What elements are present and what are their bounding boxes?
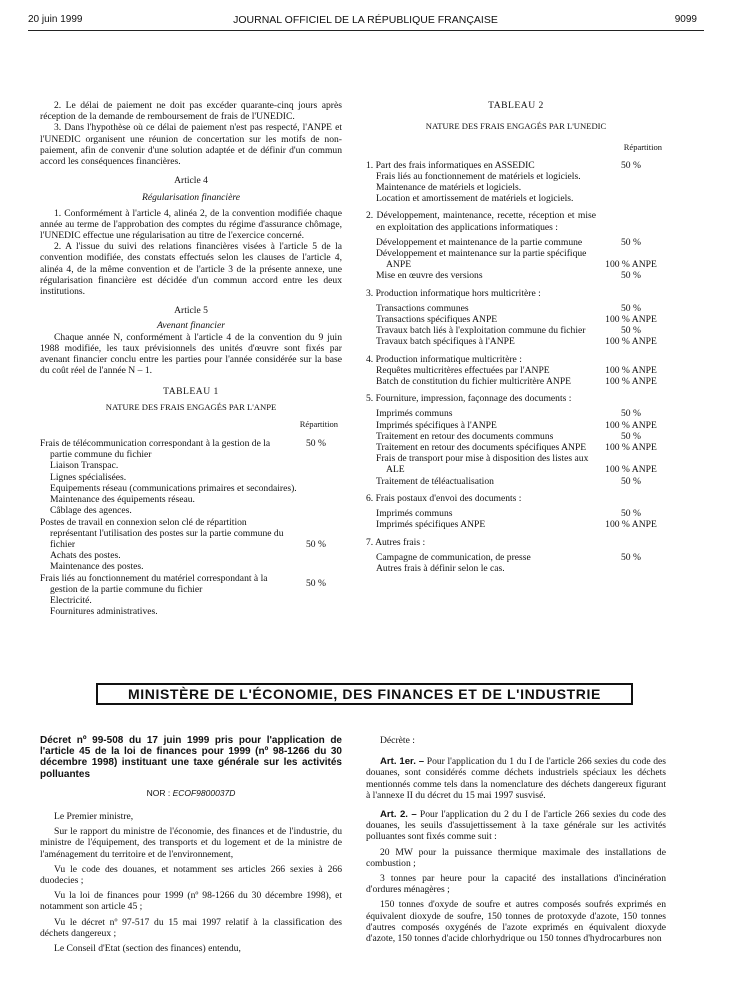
row-value: 100 % ANPE (605, 442, 657, 454)
table-row (40, 573, 342, 595)
row-label: Imprimés communs (376, 408, 453, 420)
row-label: Postes de travail en connexion selon clé de répartition représentant l'utilisation des postes sur la partie commune du fichier (40, 516, 284, 550)
row-label: Requêtes multicritères effectuées par l'ANPE (376, 364, 550, 376)
section-label: 5. Fourniture, impression, façonnage des documents : (366, 393, 572, 405)
repartition-header: Répartition (623, 142, 662, 153)
paragraph: Vu la loi de finances pour 1999 (nº 98-1266 du 30 décembre 1998), et notamment son article 45 ; (40, 890, 342, 913)
row-label: Transactions spécifiques ANPE (376, 314, 498, 326)
row-label: Frais de transport pour mise à disposition des listes aux ALE (376, 453, 589, 476)
row-label: Imprimés spécifiques ANPE (376, 519, 486, 531)
row-label: Imprimés communs (376, 508, 453, 520)
row-value: 100 % ANPE (605, 336, 657, 348)
row-value: 50 % (621, 408, 641, 420)
table-subtitle: NATURE DES FRAIS ENGAGÉS PAR L'UNEDIC (425, 121, 607, 132)
row-value: 50 % (306, 538, 326, 550)
row-value: 100 % ANPE (605, 364, 657, 376)
row-label: Développement et maintenance de la partie commune (376, 236, 583, 248)
table-row (40, 438, 342, 460)
row-value: 50 % (621, 325, 641, 337)
article-heading: Article 4 (174, 175, 208, 187)
article-subheading: Régularisation financière (142, 192, 240, 204)
section-label: 6. Frais postaux d'envoi des documents : (366, 492, 522, 504)
nor-value: ECOF9800037D (172, 787, 236, 798)
row-value: 100 % ANPE (605, 259, 657, 271)
row-label: Mise en œuvre des versions (376, 270, 483, 282)
decree-articles (366, 735, 666, 944)
decree-preamble (40, 735, 342, 954)
table-row (40, 517, 342, 551)
row-label: Transactions communes (376, 302, 469, 314)
paragraph: Vu le code des douanes, et notamment ses articles 266 sexies à 266 duodecies ; (40, 863, 342, 887)
paragraph: 2. Le délai de paiement ne doit pas excéder quarante-cinq jours après réception de la demande de remboursement de frais de l'UNEDIC. (40, 100, 342, 123)
row-label: Autres frais à définir selon le cas. (376, 562, 505, 574)
ministry-banner: MINISTÈRE DE L'ÉCONOMIE, DES FINANCES ET DE L'INDUSTRIE (96, 683, 633, 705)
row-label: Traitement de téléactualisation (376, 475, 494, 487)
row-label: Travaux batch liés à l'exploitation commune du fichier (376, 325, 586, 337)
row-value: 50 % (621, 159, 641, 171)
row-label: Imprimés spécifiques à l'ANPE (376, 419, 497, 431)
section-label: 2. Développement, maintenance, recette, réception et mise en exploitation des applications informatiques : (366, 210, 596, 233)
list-item: Maintenance des postes. (50, 561, 144, 573)
list-item: Maintenance des équipements réseau. (50, 494, 195, 506)
list-item: Location et amortissement de matériels et logiciels. (376, 193, 574, 205)
journal-title: JOURNAL OFFICIEL DE LA RÉPUBLIQUE FRANÇAISE (233, 14, 498, 26)
table-subtitle: NATURE DES FRAIS ENGAGÉS PAR L'ANPE (105, 401, 277, 412)
header-date: 20 juin 1999 (28, 14, 83, 25)
article-subheading: Avenant financier (157, 320, 225, 332)
paragraph: Le Conseil d'Etat (section des finances) entendu, (54, 943, 241, 955)
row-value: 50 % (621, 236, 641, 248)
paragraph: 1. Conformément à l'article 4, alinéa 2, de la convention modifiée chaque année au terme de l'approbation des comptes du régime d'assurance chômage, l'UNEDIC effectue une régularisation au titre de l'exercice concerné. (40, 207, 342, 242)
section-label: 1. Part des frais informatiques en ASSEDIC (366, 159, 535, 171)
row-label: Frais liés au fonctionnement du matériel correspondant à la gestion de la partie commune du fichier (40, 572, 268, 595)
list-item: Câblage des agences. (50, 505, 132, 517)
row-label: Traitement en retour des documents communs (376, 430, 554, 442)
paragraph: 3 tonnes par heure pour la capacité des installations d'incinération d'ordures ménagères ; (366, 873, 666, 896)
article-label: Art. 2. – (380, 809, 417, 821)
paragraph: 150 tonnes d'oxyde de soufre et autres composés soufrés exprimés en équivalent dioxyde de soufre, 150 tonnes de protoxyde d'azote, 150 tonnes d'autres composés oxygénés de l'azote exprimés en équivalent dioxyde d'azote, 150 tonnes d'acide chlorhydrique ou 150 tonnes d'hydrocarbures non (366, 899, 666, 945)
list-item: Equipements réseau (communications primaires et secondaires). (50, 482, 297, 494)
row-value: 50 % (306, 438, 326, 450)
row-value: 100 % ANPE (605, 419, 657, 431)
article-2 (366, 809, 666, 843)
paragraph: 20 MW pour la puissance thermique maximale des installations de combustion ; (366, 846, 666, 869)
row-label: Traitement en retour des documents spécifiques ANPE (376, 442, 587, 454)
row-label: Batch de constitution du fichier multicritère ANPE (376, 376, 572, 388)
row-value: 50 % (621, 270, 641, 282)
list-item: Lignes spécialisées. (50, 471, 127, 483)
list-item: Frais liés au fonctionnement de matériels et logiciels. (376, 170, 581, 182)
section-label: 7. Autres frais : (366, 536, 426, 548)
article-text: Pour l'application du 2 du I de l'article 266 sexies du code des douanes, les seuils d'assujettissement à la taxe générale sur les activités polluantes sont fixés comme suit : (366, 809, 666, 843)
nor-label: NOR : (146, 787, 173, 798)
header-rule (28, 30, 704, 31)
row-value: 50 % (306, 578, 326, 590)
row-value: 100 % ANPE (605, 376, 657, 388)
row-label: Frais de télécommunication correspondant à la gestion de la partie commune du fichier (40, 438, 271, 461)
sub-items (366, 171, 666, 205)
row-label: Campagne de communication, de presse (376, 551, 531, 563)
list-item: Liaison Transpac. (50, 460, 119, 472)
page-header (0, 0, 731, 40)
article-label: Art. 1er. – (380, 756, 425, 768)
row-label: Travaux batch spécifiques à l'ANPE (376, 336, 515, 348)
paragraph: Vu le décret nº 97-517 du 15 mai 1997 relatif à la classification des déchets dangereux ; (40, 916, 342, 939)
row-value: 50 % (621, 430, 641, 442)
row-value: 100 % ANPE (605, 519, 657, 531)
row-value: 50 % (621, 475, 641, 487)
decree-title: Décret nº 99-508 du 17 juin 1999 pris pour l'application de l'article 45 de la loi de finances pour 1999 (nº 98-1266 du 30 décembre 1998) instituant une taxe générale sur les activités polluantes (40, 735, 342, 780)
right-column (366, 100, 666, 574)
sub-items (40, 550, 342, 572)
paragraph: Sur le rapport du ministre de l'économie, des finances et de l'industrie, du ministre de l'équipement, des transports et du logement et de la ministre de l'aménagement du territoire et de l'environnement, (40, 826, 342, 860)
list-item: Electricité. (50, 594, 92, 606)
row-value: 100 % ANPE (605, 314, 657, 326)
left-column (40, 100, 342, 617)
paragraph: 3. Dans l'hypothèse où ce délai de paiement n'est pas respecté, l'ANPE et l'UNEDIC organisent une réunion de concertation sur les motifs de non-paiement, afin de convenir d'une solution adaptée et de définir d'un commun accord les conséquences financières. (40, 122, 342, 168)
page-number: 9099 (674, 14, 697, 25)
paragraph: Le Premier ministre, (54, 811, 134, 823)
article-1 (366, 756, 666, 801)
row-label: Développement et maintenance sur la partie spécifique ANPE (376, 248, 587, 271)
section-label: 4. Production informatique multicritère : (366, 353, 522, 365)
row-value: 50 % (621, 302, 641, 314)
list-item: Maintenance de matériels et logiciels. (376, 182, 522, 194)
article-text: Pour l'application du 1 du I de l'article 266 sexies du code des douanes, sont considérés comme déchets industriels spéciaux les déchets mentionnés comme tels dans la nomenclature des déchets dangereux figurant à l'annexe II du décret du 15 mai 1997 susvisé. (366, 756, 666, 801)
repartition-header: Répartition (299, 418, 338, 429)
article-heading: Article 5 (174, 305, 208, 317)
sub-items (40, 595, 342, 617)
section-label: 3. Production informatique hors multicritère : (366, 287, 541, 299)
nor-reference (40, 788, 342, 799)
row-value: 100 % ANPE (605, 464, 657, 476)
paragraph: 2. A l'issue du suivi des relations financières visées à l'article 5 de la convention modifiée, des constats effectués selon les clauses de l'article 4, alinéa 4, de la même convention et de l'article 3 de la présente annexe, une régularisation financière est décidée d'un commun accord entre les deux institutions. (40, 241, 342, 298)
decrete: Décrète : (380, 735, 415, 746)
row-value: 50 % (621, 508, 641, 520)
paragraph: Chaque année N, conformément à l'article 4 de la convention du 9 juin 1988 modifiée, les taux prévisionnels des unités d'œuvre sont fixés par avenant financier conclu entre les parties pour l'année considérée sur la base du coût réel de l'année N – 1. (40, 331, 342, 377)
table-title: TABLEAU 2 (488, 100, 544, 111)
table-title: TABLEAU 1 (163, 386, 219, 398)
row-value: 50 % (621, 551, 641, 563)
sub-items (40, 460, 342, 516)
list-item: Achats des postes. (50, 550, 121, 562)
list-item: Fournitures administratives. (50, 606, 158, 618)
